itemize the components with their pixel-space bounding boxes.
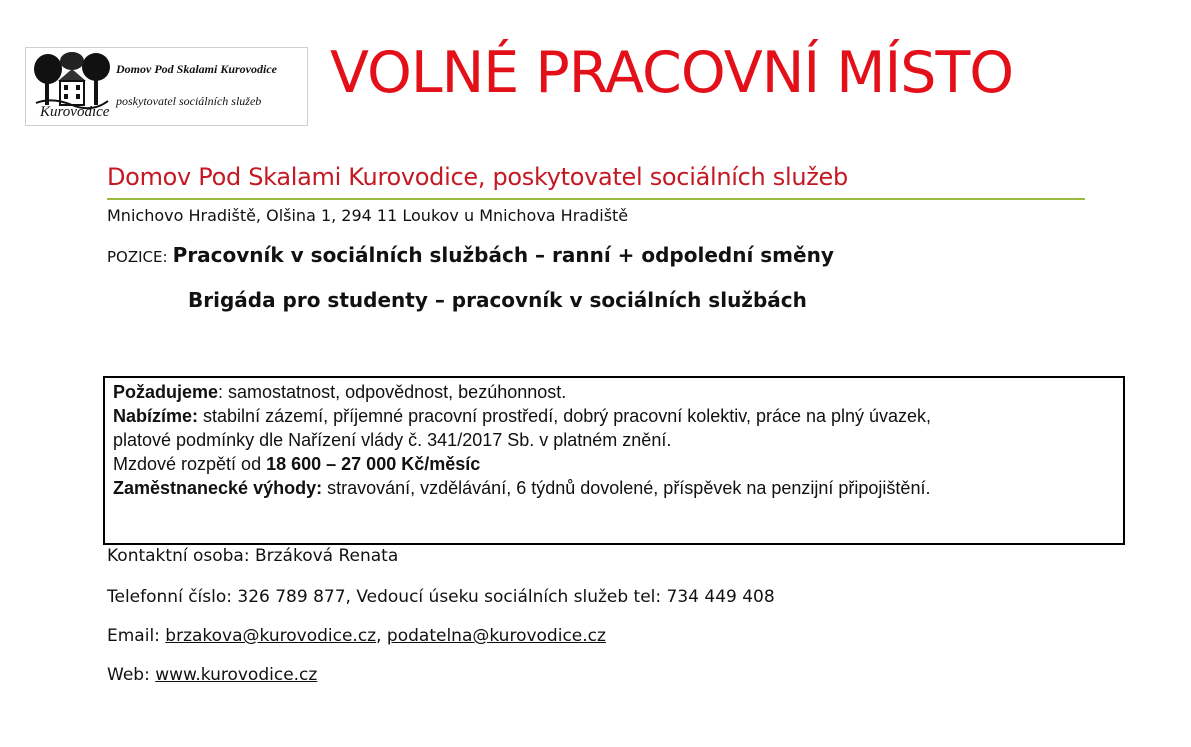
logo-name: Domov Pod Skalami Kurovodice: [116, 62, 277, 76]
email-label: Email:: [107, 626, 166, 646]
logo-wordmark: Kurovodice: [40, 104, 110, 120]
salary-row: [113, 452, 1115, 476]
position-primary: [107, 243, 834, 267]
benefits-label: Zaměstnanecké výhody:: [113, 478, 323, 498]
page-title: VOLNÉ PRACOVNÍ MÍSTO: [330, 40, 1014, 106]
address: Mnichovo Hradiště, Olšina 1, 294 11 Loukov u Mnichova Hradiště: [107, 206, 629, 225]
logo: [25, 47, 308, 126]
salary-prefix: Mzdové rozpětí od: [113, 454, 267, 474]
contact-phone: Telefonní číslo: 326 789 877, Vedoucí úseku sociálních služeb tel: 734 449 408: [107, 587, 775, 607]
offer-row: [113, 404, 1115, 428]
position-label: POZICE:: [107, 248, 168, 266]
salary-value: 18 600 – 27 000 Kč/měsíc: [266, 454, 481, 474]
requirements-row: [113, 380, 1115, 404]
offer-label: Nabízíme:: [113, 406, 199, 426]
contact-web: [107, 665, 317, 685]
offer-row-continued: platové podmínky dle Nařízení vlády č. 341/2017 Sb. v platném znění.: [113, 430, 672, 450]
benefits-text: stravování, vzdělávání, 6 týdnů dovolené, příspěvek na penzijní připojištění.: [322, 478, 931, 498]
details-box: [103, 376, 1125, 545]
web-link[interactable]: www.kurovodice.cz: [155, 665, 318, 685]
position-primary-value: Pracovník v sociálních službách – ranní + odpolední směny: [172, 243, 834, 267]
requirements-label: Požadujeme: [113, 382, 219, 402]
email-separator: ,: [376, 626, 387, 646]
requirements-text: : samostatnost, odpovědnost, bezúhonnost.: [218, 382, 567, 402]
offer-text: stabilní zázemí, příjemné pracovní prostředí, dobrý pracovní kolektiv, práce na plný úvazek,: [198, 406, 932, 426]
contact-email: [107, 626, 606, 646]
email-link-secondary[interactable]: podatelna@kurovodice.cz: [386, 626, 606, 646]
position-secondary: Brigáda pro studenty – pracovník v sociálních službách: [188, 288, 807, 312]
logo-subtitle: poskytovatel sociálních služeb: [116, 94, 262, 108]
email-link-primary[interactable]: brzakova@kurovodice.cz: [165, 626, 377, 646]
web-label: Web:: [107, 665, 156, 685]
divider: [107, 198, 1085, 200]
organization-name: Domov Pod Skalami Kurovodice, poskytovatel sociálních služeb: [107, 163, 848, 191]
benefits-row: [113, 476, 1115, 500]
contact-person: Kontaktní osoba: Brzáková Renata: [107, 546, 399, 566]
